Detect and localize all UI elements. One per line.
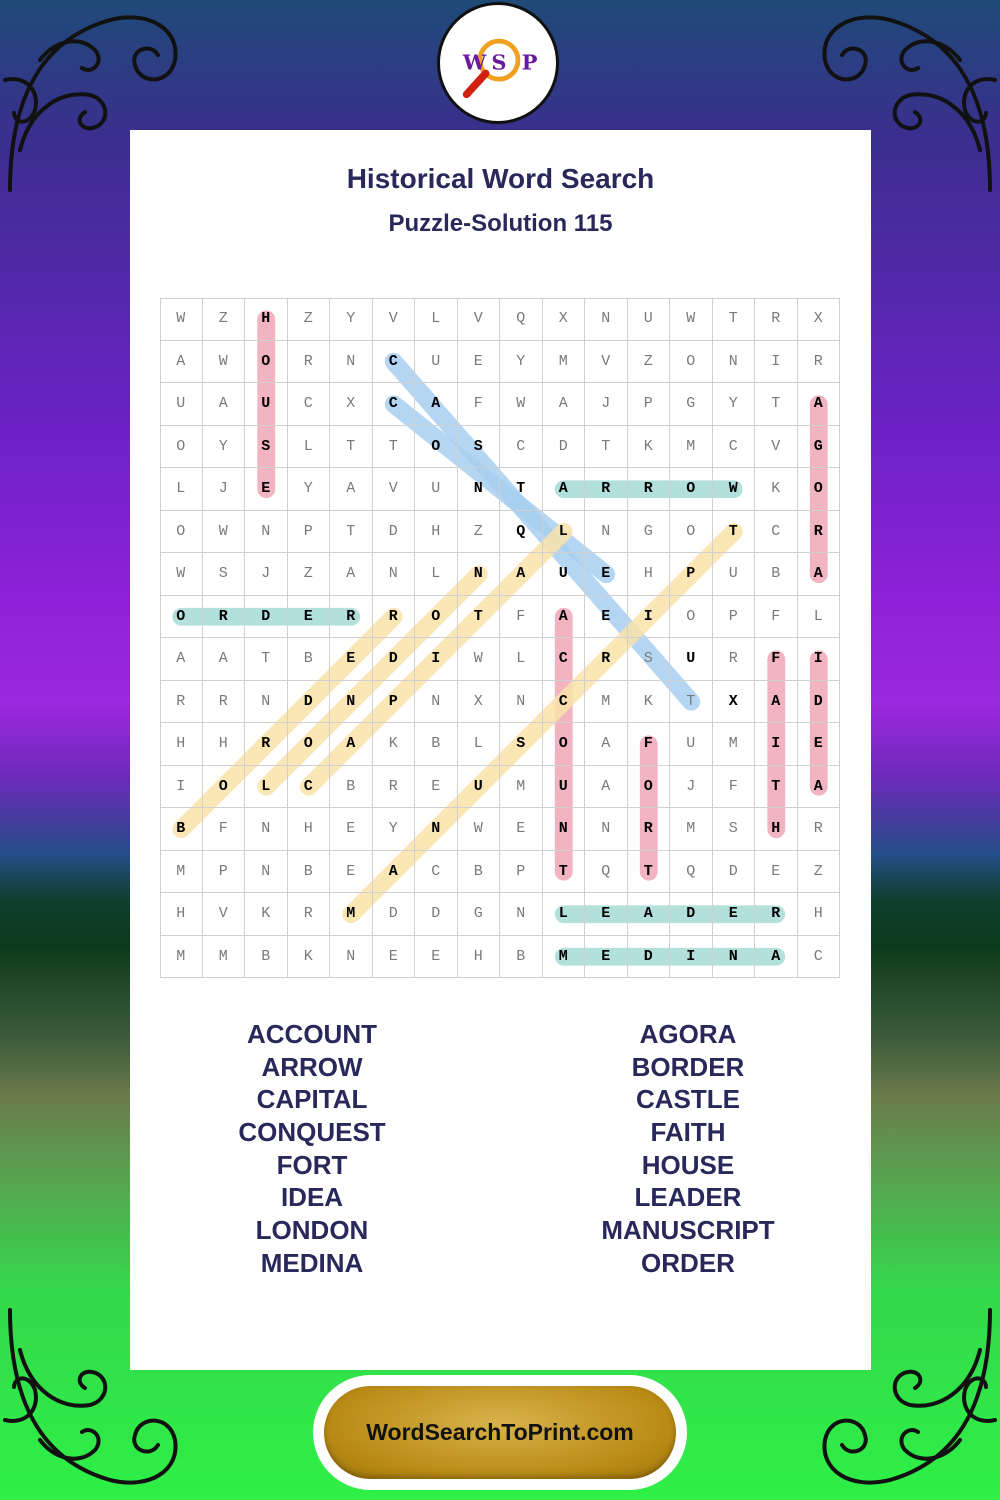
- grid-cell[interactable]: D: [628, 936, 671, 979]
- grid-cell[interactable]: W: [160, 553, 203, 596]
- grid-cell[interactable]: D: [415, 893, 458, 936]
- word-list-left: [162, 1018, 462, 1280]
- grid-cell[interactable]: E: [330, 638, 373, 681]
- grid-cell[interactable]: R: [628, 808, 671, 851]
- grid-cell[interactable]: Q: [500, 298, 543, 341]
- grid-cell[interactable]: K: [288, 936, 331, 979]
- grid-cell[interactable]: E: [500, 808, 543, 851]
- grid-cell[interactable]: C: [500, 426, 543, 469]
- grid-cell[interactable]: T: [713, 511, 756, 554]
- grid-cell[interactable]: R: [373, 766, 416, 809]
- site-link-pill[interactable]: [324, 1386, 676, 1479]
- grid-cell[interactable]: A: [585, 766, 628, 809]
- grid-cell[interactable]: N: [330, 936, 373, 979]
- grid-cell[interactable]: O: [670, 468, 713, 511]
- grid-cell[interactable]: W: [500, 383, 543, 426]
- grid-cell[interactable]: G: [798, 426, 841, 469]
- grid-cell[interactable]: L: [245, 766, 288, 809]
- grid-cell[interactable]: C: [713, 426, 756, 469]
- grid-cell[interactable]: M: [543, 341, 586, 384]
- grid-cell[interactable]: U: [628, 298, 671, 341]
- grid-cell[interactable]: Y: [500, 341, 543, 384]
- grid-cell[interactable]: C: [288, 766, 331, 809]
- grid-cell[interactable]: N: [500, 681, 543, 724]
- grid-cell[interactable]: V: [585, 341, 628, 384]
- grid-cell[interactable]: E: [458, 341, 501, 384]
- grid-cell[interactable]: D: [373, 893, 416, 936]
- word-list-item: LONDON: [255, 1215, 369, 1246]
- grid-cell[interactable]: A: [755, 936, 798, 979]
- grid-cell[interactable]: P: [203, 851, 246, 894]
- grid-cell[interactable]: C: [543, 681, 586, 724]
- grid-cell[interactable]: N: [245, 808, 288, 851]
- word-search-grid: [160, 298, 840, 978]
- grid-cell[interactable]: E: [288, 596, 331, 639]
- grid-cell[interactable]: P: [500, 851, 543, 894]
- grid-cell[interactable]: W: [713, 468, 756, 511]
- page-subtitle: Puzzle-Solution 115: [388, 210, 613, 237]
- grid-cell[interactable]: W: [458, 808, 501, 851]
- grid-cell[interactable]: Q: [585, 851, 628, 894]
- grid-cell[interactable]: Q: [500, 511, 543, 554]
- grid-cell[interactable]: Z: [203, 298, 246, 341]
- grid-cell[interactable]: O: [245, 341, 288, 384]
- grid-cell[interactable]: N: [245, 511, 288, 554]
- grid-cell[interactable]: N: [330, 341, 373, 384]
- grid-cell[interactable]: M: [160, 851, 203, 894]
- grid-cell[interactable]: O: [203, 766, 246, 809]
- grid-cell[interactable]: F: [628, 723, 671, 766]
- grid-cell[interactable]: O: [543, 723, 586, 766]
- grid-cell[interactable]: W: [203, 511, 246, 554]
- grid-cell[interactable]: P: [713, 596, 756, 639]
- grid-cell[interactable]: X: [543, 298, 586, 341]
- grid-cell[interactable]: Z: [288, 298, 331, 341]
- grid-cell[interactable]: R: [203, 681, 246, 724]
- grid-cell[interactable]: V: [458, 298, 501, 341]
- grid-cell[interactable]: J: [585, 383, 628, 426]
- grid-cell[interactable]: D: [373, 638, 416, 681]
- word-list-item: ARROW: [261, 1051, 363, 1082]
- grid-cell[interactable]: L: [458, 723, 501, 766]
- grid-cell[interactable]: R: [203, 596, 246, 639]
- grid-cell[interactable]: A: [628, 893, 671, 936]
- site-link-button[interactable]: [313, 1375, 687, 1490]
- grid-cell[interactable]: N: [373, 553, 416, 596]
- grid-cell[interactable]: U: [543, 766, 586, 809]
- grid-cell[interactable]: V: [373, 468, 416, 511]
- grid-cell[interactable]: C: [755, 511, 798, 554]
- grid-cell[interactable]: B: [160, 808, 203, 851]
- grid-cell[interactable]: H: [415, 511, 458, 554]
- grid-cell[interactable]: A: [330, 723, 373, 766]
- grid-cell[interactable]: A: [330, 553, 373, 596]
- grid-cell[interactable]: P: [288, 511, 331, 554]
- grid-cell[interactable]: Z: [458, 511, 501, 554]
- grid-cell[interactable]: V: [373, 298, 416, 341]
- grid-cell[interactable]: C: [288, 383, 331, 426]
- grid-cell[interactable]: M: [670, 426, 713, 469]
- grid-cell[interactable]: B: [500, 936, 543, 979]
- grid-cell[interactable]: R: [755, 298, 798, 341]
- grid-cell[interactable]: T: [458, 596, 501, 639]
- grid-cell[interactable]: X: [713, 681, 756, 724]
- page-title: Historical Word Search: [346, 163, 655, 194]
- site-link-label: WordSearchToPrint.com: [366, 1419, 634, 1445]
- grid-cell[interactable]: E: [330, 808, 373, 851]
- logo-letter-p: P: [521, 49, 538, 75]
- grid-cell[interactable]: B: [755, 553, 798, 596]
- word-list-item: HOUSE: [641, 1149, 735, 1180]
- grid-cell[interactable]: R: [798, 511, 841, 554]
- grid-cell[interactable]: Y: [330, 298, 373, 341]
- grid-cell[interactable]: O: [670, 511, 713, 554]
- grid-cell[interactable]: H: [288, 808, 331, 851]
- grid-cell[interactable]: O: [670, 341, 713, 384]
- word-list-item: CAPITAL: [256, 1084, 368, 1115]
- grid-cell[interactable]: O: [160, 511, 203, 554]
- grid-cell[interactable]: M: [713, 723, 756, 766]
- word-list-item: ORDER: [641, 1247, 735, 1278]
- grid-cell[interactable]: N: [713, 936, 756, 979]
- grid-cell[interactable]: N: [713, 341, 756, 384]
- grid-cell[interactable]: N: [585, 298, 628, 341]
- grid-cell[interactable]: I: [628, 596, 671, 639]
- grid-cell[interactable]: O: [415, 596, 458, 639]
- word-list-item: BORDER: [631, 1051, 745, 1082]
- grid-cell[interactable]: L: [543, 893, 586, 936]
- grid-cell[interactable]: Z: [628, 341, 671, 384]
- grid-cell[interactable]: T: [330, 511, 373, 554]
- grid-cell[interactable]: H: [798, 893, 841, 936]
- grid-cell[interactable]: E: [585, 596, 628, 639]
- grid-cell[interactable]: V: [755, 426, 798, 469]
- grid-cell[interactable]: T: [713, 298, 756, 341]
- grid-cell[interactable]: A: [330, 468, 373, 511]
- grid-cell[interactable]: M: [160, 936, 203, 979]
- grid-cell[interactable]: N: [585, 511, 628, 554]
- grid-cell[interactable]: F: [713, 766, 756, 809]
- grid-cell[interactable]: D: [798, 681, 841, 724]
- grid-cell[interactable]: N: [415, 681, 458, 724]
- grid-cell[interactable]: I: [798, 638, 841, 681]
- grid-cell[interactable]: M: [500, 766, 543, 809]
- grid-cell[interactable]: B: [245, 936, 288, 979]
- word-list-item: CONQUEST: [238, 1117, 386, 1148]
- grid-cell[interactable]: R: [713, 638, 756, 681]
- grid-cell[interactable]: R: [288, 893, 331, 936]
- grid-cell[interactable]: G: [458, 893, 501, 936]
- grid-cell[interactable]: M: [203, 936, 246, 979]
- grid-cell[interactable]: X: [330, 383, 373, 426]
- grid-cell[interactable]: I: [755, 341, 798, 384]
- grid-cell[interactable]: E: [330, 851, 373, 894]
- grid-cell[interactable]: A: [415, 383, 458, 426]
- grid-cell[interactable]: L: [288, 426, 331, 469]
- wsp-logo[interactable]: [437, 2, 559, 124]
- grid-cell[interactable]: N: [500, 893, 543, 936]
- grid-cell[interactable]: D: [245, 596, 288, 639]
- grid-cell[interactable]: J: [203, 468, 246, 511]
- grid-cell[interactable]: K: [373, 723, 416, 766]
- grid-cell[interactable]: L: [500, 638, 543, 681]
- grid-cell[interactable]: E: [245, 468, 288, 511]
- grid-cell[interactable]: W: [203, 341, 246, 384]
- grid-cell[interactable]: P: [628, 383, 671, 426]
- grid-cell[interactable]: R: [798, 341, 841, 384]
- grid-cell[interactable]: C: [415, 851, 458, 894]
- grid-cell[interactable]: T: [245, 638, 288, 681]
- grid-cell[interactable]: N: [585, 808, 628, 851]
- word-list-item: IDEA: [280, 1182, 344, 1213]
- logo-letter-s: S: [491, 49, 507, 75]
- grid-cell[interactable]: S: [245, 426, 288, 469]
- grid-cell[interactable]: C: [373, 341, 416, 384]
- grid-cell[interactable]: L: [160, 468, 203, 511]
- grid-cell[interactable]: Y: [373, 808, 416, 851]
- grid-cell[interactable]: S: [713, 808, 756, 851]
- grid-cell[interactable]: O: [670, 596, 713, 639]
- grid-cell[interactable]: R: [373, 596, 416, 639]
- grid-cell[interactable]: T: [628, 851, 671, 894]
- grid-cell[interactable]: R: [245, 723, 288, 766]
- grid-cell[interactable]: R: [628, 468, 671, 511]
- grid-cell[interactable]: N: [330, 681, 373, 724]
- grid-cell[interactable]: A: [585, 723, 628, 766]
- grid-cell[interactable]: M: [585, 681, 628, 724]
- grid-cell[interactable]: Y: [288, 468, 331, 511]
- grid-cell[interactable]: F: [755, 596, 798, 639]
- grid-cell[interactable]: I: [415, 638, 458, 681]
- grid-cell[interactable]: R: [798, 808, 841, 851]
- grid-cell[interactable]: T: [755, 766, 798, 809]
- grid-cell[interactable]: T: [330, 426, 373, 469]
- grid-cell[interactable]: F: [203, 808, 246, 851]
- grid-cell[interactable]: N: [543, 808, 586, 851]
- grid-cell[interactable]: E: [755, 851, 798, 894]
- grid-cell[interactable]: R: [330, 596, 373, 639]
- grid-cell[interactable]: A: [755, 681, 798, 724]
- grid-cell[interactable]: B: [415, 723, 458, 766]
- grid-cell[interactable]: O: [288, 723, 331, 766]
- grid-cell[interactable]: M: [670, 808, 713, 851]
- grid-cell[interactable]: O: [628, 766, 671, 809]
- grid-cell[interactable]: D: [713, 851, 756, 894]
- grid-cell[interactable]: Z: [798, 851, 841, 894]
- grid-cell[interactable]: K: [628, 426, 671, 469]
- grid-cell[interactable]: E: [415, 936, 458, 979]
- grid-cell[interactable]: T: [373, 426, 416, 469]
- grid-cell[interactable]: T: [585, 426, 628, 469]
- grid-cell[interactable]: A: [543, 383, 586, 426]
- grid-cell[interactable]: X: [798, 298, 841, 341]
- grid-cell[interactable]: H: [203, 723, 246, 766]
- grid-cell[interactable]: U: [543, 553, 586, 596]
- grid-cell[interactable]: B: [288, 851, 331, 894]
- grid-cell[interactable]: A: [543, 596, 586, 639]
- grid-cell[interactable]: C: [373, 383, 416, 426]
- grid-cell[interactable]: A: [543, 468, 586, 511]
- word-list-item: AGORA: [639, 1019, 737, 1049]
- grid-cell[interactable]: T: [543, 851, 586, 894]
- grid-cell[interactable]: H: [160, 893, 203, 936]
- grid-cell[interactable]: A: [798, 766, 841, 809]
- grid-cell[interactable]: S: [458, 426, 501, 469]
- grid-cell[interactable]: T: [500, 468, 543, 511]
- grid-cell[interactable]: P: [373, 681, 416, 724]
- grid-cell[interactable]: F: [458, 383, 501, 426]
- grid-cell[interactable]: T: [670, 681, 713, 724]
- grid-cell[interactable]: M: [330, 893, 373, 936]
- grid-cell[interactable]: K: [755, 468, 798, 511]
- grid-cell[interactable]: C: [543, 638, 586, 681]
- grid-cell[interactable]: I: [755, 723, 798, 766]
- grid-cell[interactable]: R: [755, 893, 798, 936]
- grid-cell[interactable]: E: [585, 893, 628, 936]
- grid-cell[interactable]: U: [415, 468, 458, 511]
- grid-cell[interactable]: J: [670, 766, 713, 809]
- grid-cell[interactable]: H: [628, 553, 671, 596]
- grid-cell[interactable]: A: [500, 553, 543, 596]
- grid-cell[interactable]: D: [670, 893, 713, 936]
- grid-cell[interactable]: Q: [670, 851, 713, 894]
- grid-cell[interactable]: L: [415, 553, 458, 596]
- grid-cell[interactable]: B: [458, 851, 501, 894]
- grid-cell[interactable]: R: [160, 681, 203, 724]
- grid-cell[interactable]: X: [458, 681, 501, 724]
- grid-cell[interactable]: W: [160, 298, 203, 341]
- grid-cell[interactable]: T: [755, 383, 798, 426]
- grid-cell[interactable]: E: [798, 723, 841, 766]
- grid-cell[interactable]: A: [160, 638, 203, 681]
- grid-cell[interactable]: K: [245, 893, 288, 936]
- grid-cell[interactable]: O: [798, 468, 841, 511]
- word-list-item: FORT: [276, 1149, 348, 1180]
- grid-cell[interactable]: L: [798, 596, 841, 639]
- grid-cell[interactable]: F: [755, 638, 798, 681]
- grid-cell[interactable]: U: [670, 638, 713, 681]
- grid-cell[interactable]: U: [458, 766, 501, 809]
- puzzle-sheet: [130, 130, 871, 1370]
- word-list-item: ACCOUNT: [247, 1019, 377, 1049]
- grid-cell[interactable]: H: [245, 298, 288, 341]
- grid-cell[interactable]: B: [288, 638, 331, 681]
- grid-cell[interactable]: N: [245, 681, 288, 724]
- grid-cell[interactable]: M: [543, 936, 586, 979]
- grid-cell[interactable]: E: [415, 766, 458, 809]
- grid-cell[interactable]: S: [203, 553, 246, 596]
- grid-cell[interactable]: E: [373, 936, 416, 979]
- grid-cell[interactable]: U: [670, 723, 713, 766]
- grid-cell[interactable]: A: [203, 383, 246, 426]
- grid-cell[interactable]: D: [288, 681, 331, 724]
- grid-cell[interactable]: O: [160, 426, 203, 469]
- grid-cell[interactable]: A: [203, 638, 246, 681]
- grid-cell[interactable]: N: [458, 553, 501, 596]
- grid-cell[interactable]: W: [670, 298, 713, 341]
- grid-cell[interactable]: D: [373, 511, 416, 554]
- grid-cell[interactable]: A: [798, 383, 841, 426]
- grid-cell[interactable]: F: [500, 596, 543, 639]
- grid-cell[interactable]: D: [543, 426, 586, 469]
- grid-cell[interactable]: B: [330, 766, 373, 809]
- grid-cell[interactable]: L: [415, 298, 458, 341]
- grid-cell[interactable]: E: [585, 553, 628, 596]
- grid-cell[interactable]: U: [713, 553, 756, 596]
- grid-cell[interactable]: O: [415, 426, 458, 469]
- grid-cell[interactable]: N: [415, 808, 458, 851]
- word-list-item: FAITH: [650, 1117, 726, 1148]
- grid-cell[interactable]: A: [160, 341, 203, 384]
- word-list-item: CASTLE: [636, 1084, 740, 1115]
- grid-cell[interactable]: G: [670, 383, 713, 426]
- grid-cell[interactable]: R: [585, 468, 628, 511]
- grid-cell[interactable]: V: [203, 893, 246, 936]
- grid-cell[interactable]: Z: [288, 553, 331, 596]
- grid-cell[interactable]: Y: [203, 426, 246, 469]
- grid-cell[interactable]: K: [628, 681, 671, 724]
- grid-cell[interactable]: N: [458, 468, 501, 511]
- word-list-item: MANUSCRIPT: [601, 1215, 775, 1246]
- grid-cell[interactable]: J: [245, 553, 288, 596]
- grid-cell[interactable]: R: [288, 341, 331, 384]
- grid-cell[interactable]: H: [458, 936, 501, 979]
- grid-cell[interactable]: Y: [713, 383, 756, 426]
- grid-cell[interactable]: H: [160, 723, 203, 766]
- grid-cell[interactable]: C: [798, 936, 841, 979]
- grid-cell[interactable]: I: [670, 936, 713, 979]
- grid-cell[interactable]: U: [415, 341, 458, 384]
- grid-cell[interactable]: S: [628, 638, 671, 681]
- word-list-right: [538, 1018, 838, 1280]
- grid-cell[interactable]: G: [628, 511, 671, 554]
- grid-cell[interactable]: P: [670, 553, 713, 596]
- grid-cell[interactable]: H: [755, 808, 798, 851]
- grid-cell[interactable]: A: [373, 851, 416, 894]
- grid-cell[interactable]: R: [585, 638, 628, 681]
- grid-cell[interactable]: L: [543, 511, 586, 554]
- grid-cell[interactable]: U: [160, 383, 203, 426]
- grid-cell[interactable]: W: [458, 638, 501, 681]
- word-list-item: MEDINA: [260, 1247, 364, 1278]
- grid-cell[interactable]: U: [245, 383, 288, 426]
- grid-cell[interactable]: N: [245, 851, 288, 894]
- grid-cell[interactable]: S: [500, 723, 543, 766]
- grid-cell[interactable]: O: [160, 596, 203, 639]
- grid-cell[interactable]: E: [585, 936, 628, 979]
- grid-cell[interactable]: E: [713, 893, 756, 936]
- grid-cell[interactable]: I: [160, 766, 203, 809]
- word-list-item: LEADER: [634, 1182, 742, 1213]
- grid-cell[interactable]: A: [798, 553, 841, 596]
- logo-letter-w: W: [462, 49, 487, 75]
